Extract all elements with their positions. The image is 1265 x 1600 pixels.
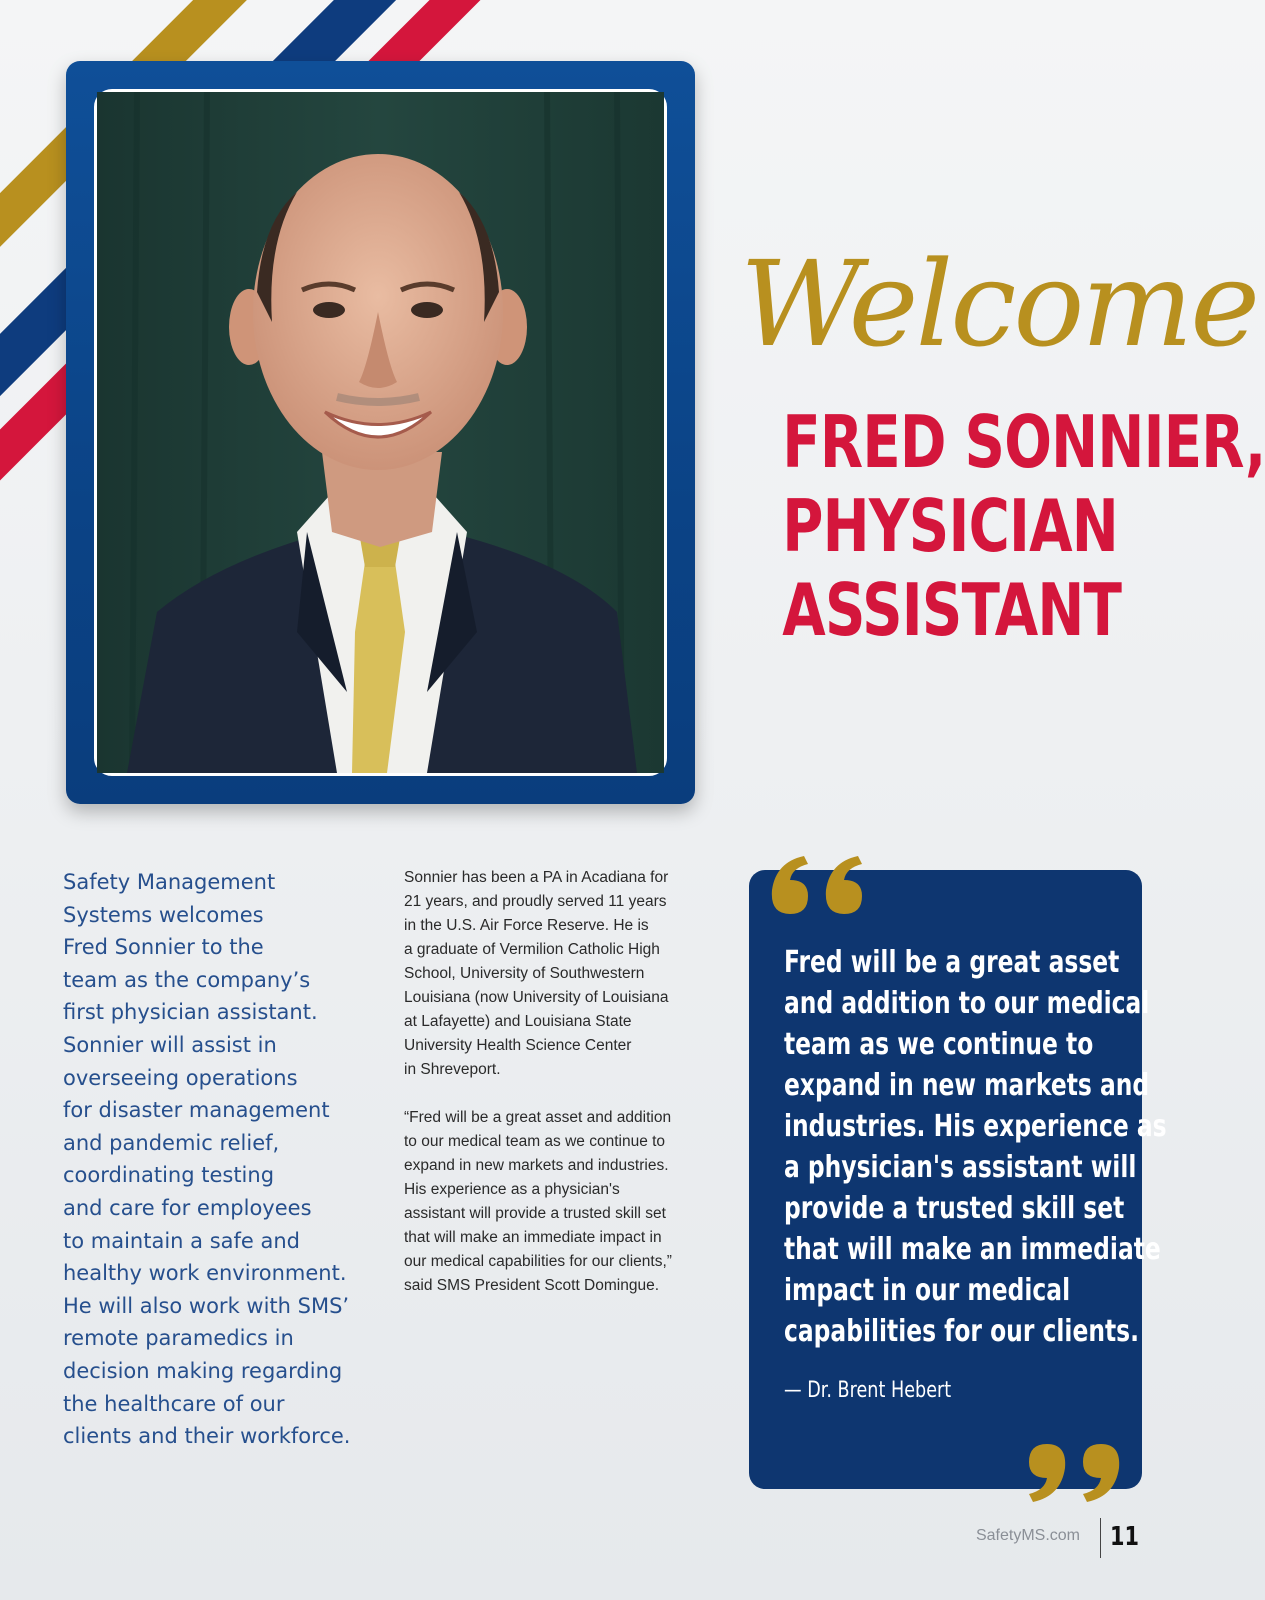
intro-line: Sonnier will assist in: [63, 1032, 277, 1057]
body-line: assistant will provide a trusted skill set: [404, 1205, 666, 1222]
body-line: to our medical team as we continue to: [404, 1133, 666, 1150]
footer-divider: [1100, 1518, 1101, 1558]
website-link[interactable]: SafetyMS.com: [975, 1527, 1080, 1544]
open-quote-icon: [766, 848, 866, 918]
body-line: “Fred will be a great asset and addition: [404, 1109, 672, 1126]
quote-line: capabilities for our clients.: [784, 1314, 1139, 1349]
intro-line: and care for employees: [63, 1195, 312, 1220]
intro-line: Fred Sonnier to the: [63, 935, 264, 960]
body-line: 21 years, and proudly served 11 years: [404, 893, 667, 910]
page-number: 11: [1110, 1522, 1139, 1552]
quote-attribution: — Dr. Brent Hebert: [784, 1378, 952, 1403]
body-line: in Shreveport.: [404, 1061, 501, 1078]
body-text: [404, 866, 714, 1298]
intro-line: first physician assistant.: [63, 1000, 318, 1025]
close-quote-icon: [1025, 1440, 1125, 1510]
quote-line: provide a trusted skill set: [784, 1191, 1125, 1226]
intro-line: and pandemic relief,: [63, 1130, 280, 1155]
pull-quote-text: [784, 942, 1167, 1352]
intro-line: He will also work with SMS’: [63, 1293, 350, 1318]
quote-line: a physician's assistant will: [784, 1150, 1137, 1185]
body-line: said SMS President Scott Domingue.: [404, 1277, 660, 1294]
intro-paragraph: [63, 866, 363, 1453]
intro-line: team as the company’s: [63, 967, 311, 992]
quote-line: and addition to our medical: [784, 986, 1150, 1021]
name-title-heading: [782, 400, 1265, 652]
intro-line: Safety Management: [63, 870, 276, 894]
body-line: School, University of Southwestern: [404, 965, 645, 982]
body-line: Louisiana (now University of Louisiana: [404, 989, 669, 1006]
quote-line: industries. His experience as: [784, 1109, 1167, 1144]
body-line: His experience as a physician's: [404, 1181, 620, 1198]
welcome-heading: Welcome: [740, 235, 1258, 373]
body-line: at Lafayette) and Louisiana State: [404, 1013, 632, 1030]
body-line: in the U.S. Air Force Reserve. He is: [404, 917, 649, 934]
headline-line: FRED SONNIER,: [782, 400, 1265, 484]
body-line: a graduate of Vermilion Catholic High: [404, 941, 660, 958]
intro-line: for disaster management: [63, 1098, 330, 1123]
intro-line: healthy work environment.: [63, 1261, 347, 1286]
intro-line: the healthcare of our: [63, 1391, 285, 1416]
body-line: expand in new markets and industries.: [404, 1157, 669, 1174]
intro-line: Systems welcomes: [63, 902, 264, 927]
quote-line: expand in new markets and: [784, 1068, 1150, 1103]
quote-line: that will make an immediate: [784, 1232, 1161, 1267]
intro-line: coordinating testing: [63, 1163, 275, 1188]
intro-line: decision making regarding: [63, 1358, 343, 1383]
photo-frame: [66, 61, 695, 804]
intro-line: overseeing operations: [63, 1065, 298, 1090]
quote-line: impact in our medical: [784, 1273, 1071, 1308]
portrait-photo: [94, 89, 667, 776]
quote-line: Fred will be a great asset: [784, 945, 1120, 980]
body-line: our medical capabilities for our clients,”: [404, 1253, 672, 1270]
headline-line: ASSISTANT: [782, 568, 1122, 652]
headline-line: PHYSICIAN: [782, 484, 1119, 568]
intro-line: to maintain a safe and: [63, 1228, 300, 1253]
intro-line: clients and their workforce.: [63, 1424, 351, 1449]
body-line: Sonnier has been a PA in Acadiana for: [404, 869, 669, 886]
quote-line: team as we continue to: [784, 1027, 1094, 1062]
body-line: that will make an immediate impact in: [404, 1229, 662, 1246]
body-line: University Health Science Center: [404, 1037, 632, 1054]
paragraph-gap: [404, 1082, 714, 1106]
intro-line: remote paramedics in: [63, 1326, 294, 1351]
